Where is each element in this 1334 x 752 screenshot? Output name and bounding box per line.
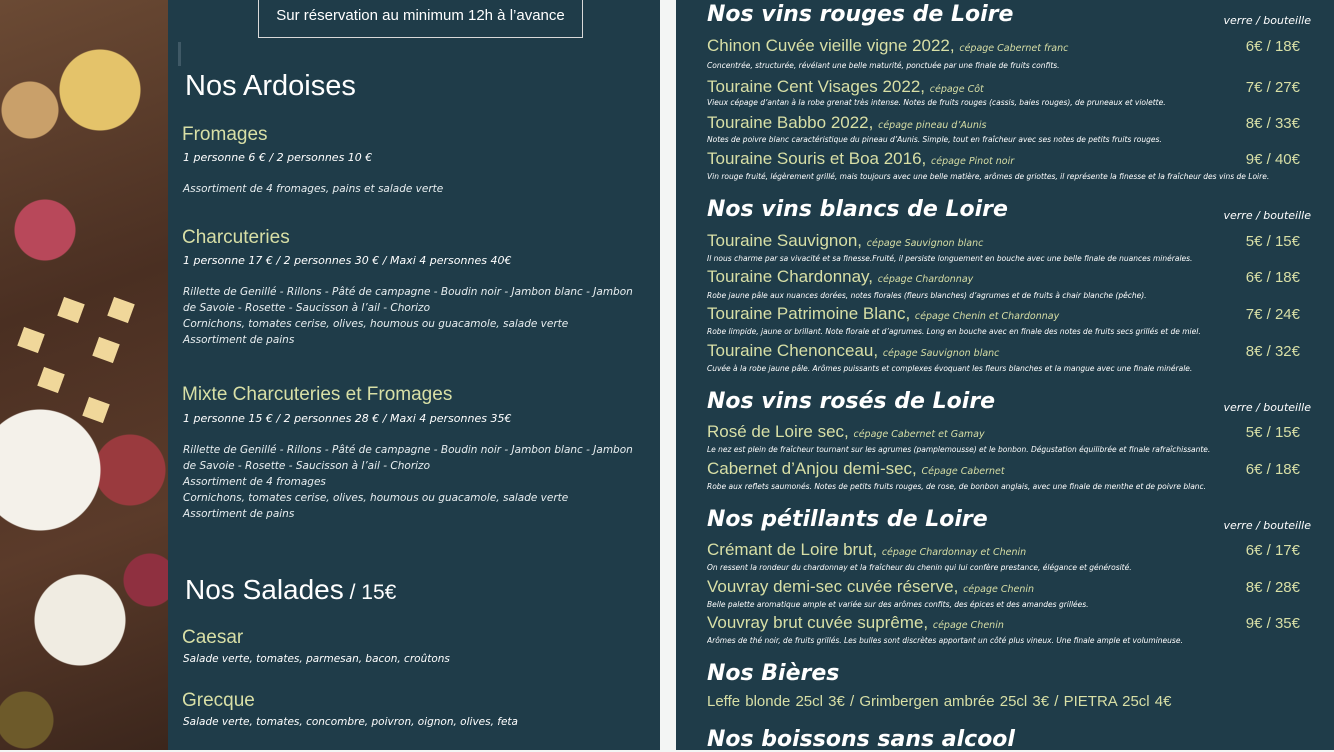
- charcuteries-desc: [183, 284, 643, 348]
- wine-price: 8€ / 33€: [1245, 115, 1300, 132]
- grecque-title: Grecque: [182, 690, 255, 711]
- sans-alcool-heading: Nos boissons sans alcool: [707, 727, 1015, 752]
- wine-name: [707, 267, 973, 287]
- rouges-heading: Nos vins rouges de Loire: [707, 2, 1014, 27]
- mixte-price: 1 personne 15 € / 2 personnes 28 € / Maxi 4 personnes 35€: [183, 412, 512, 425]
- grecque-desc: Salade verte, tomates, concombre, poivron, oignon, olives, feta: [183, 716, 518, 728]
- wine-cepage: cépage Chenin: [963, 584, 1035, 595]
- column-header: verre / bouteille: [1223, 209, 1311, 222]
- wine-title: Touraine Chenonceau,: [707, 341, 879, 360]
- wine-price: 8€ / 32€: [1245, 343, 1300, 360]
- desc-line: Rillette de Genillé - Rillons - Pâté de campagne - Boudin noir - Jambon blanc - Jambon: [183, 286, 633, 298]
- wine-price: 5€ / 15€: [1245, 233, 1300, 250]
- wine-cepage: cépage Chardonnay: [877, 274, 974, 285]
- food-menu-panel: [168, 0, 660, 750]
- wine-title: Touraine Patrimoine Blanc,: [707, 304, 911, 323]
- wine-price: 7€ / 27€: [1245, 79, 1300, 96]
- caesar-desc: Salade verte, tomates, parmesan, bacon, croûtons: [183, 653, 450, 665]
- salades-heading: [185, 574, 396, 606]
- wine-desc: Le nez est plein de fraîcheur tournant sur les agrumes (pamplemousse) et le bonbon. Dégustation équilibrée et finale rafraîchissante.: [707, 445, 1211, 454]
- wine-title: Vouvray brut cuvée suprême,: [707, 613, 929, 632]
- wine-desc: Robe jaune pâle aux nuances dorées, notes florales (fleurs blanches) d’agrumes et de fruits à chair blanche (pêche).: [707, 291, 1147, 300]
- wine-title: Touraine Souris et Boa 2016,: [707, 149, 927, 168]
- wine-price: 6€ / 18€: [1245, 461, 1300, 478]
- cheese-cube: [82, 397, 110, 423]
- wine-cepage: cépage Sauvignon blanc: [882, 348, 1000, 359]
- wine-cepage: cépage Pinot noir: [931, 156, 1015, 167]
- fromages-price: 1 personne 6 € / 2 personnes 10 €: [183, 151, 373, 164]
- wine-name: [707, 341, 999, 361]
- column-header: verre / bouteille: [1223, 519, 1311, 532]
- wine-cepage: cépage Cabernet franc: [959, 43, 1069, 54]
- wine-desc: On ressent la rondeur du chardonnay et la fraîcheur du chenin qui lui confère prestance, élégance et générosité.: [707, 563, 1132, 572]
- wine-title: Chinon Cuvée vieille vigne 2022,: [707, 36, 955, 55]
- wine-price: 6€ / 17€: [1245, 542, 1300, 559]
- wine-name: [707, 540, 1026, 560]
- wine-price: 6€ / 18€: [1245, 38, 1300, 55]
- column-header: verre / bouteille: [1223, 14, 1311, 27]
- column-header: verre / bouteille: [1223, 401, 1311, 414]
- wine-title: Rosé de Loire sec,: [707, 422, 849, 441]
- caesar-title: Caesar: [182, 627, 244, 648]
- wine-title: Cabernet d’Anjou demi-sec,: [707, 459, 917, 478]
- wine-price: 6€ / 18€: [1245, 269, 1300, 286]
- wine-cepage: cépage pineau d’Aunis: [878, 120, 987, 131]
- charcuterie-photo: [0, 0, 168, 750]
- wine-desc: Arômes de thé noir, de fruits grillés. Les bulles sont discrètes apportant un côté plus vineux. Une finale ample et volumineuse.: [707, 636, 1183, 645]
- bieres-list: Leffe blonde 25cl 3€ / Grimbergen ambrée 25cl 3€ / PIETRA 25cl 4€: [707, 693, 1172, 710]
- desc-line: de Savoie - Rosette - Saucisson à l’ail - Chorizo: [183, 302, 430, 314]
- wine-desc: Robe limpide, jaune or brillant. Note florale et d’agrumes. Long en bouche avec en finale des notes de fruits secs grillés et de miel.: [707, 327, 1201, 336]
- cheese-cube: [92, 337, 120, 363]
- wine-price: 9€ / 40€: [1245, 151, 1300, 168]
- blancs-heading: Nos vins blancs de Loire: [707, 197, 1008, 222]
- wine-name: [707, 77, 984, 97]
- wine-name: [707, 113, 987, 133]
- wine-cepage: cépage Chenin et Chardonnay: [914, 311, 1060, 322]
- wine-desc: Concentrée, structurée, révélant une belle maturité, ponctuée par une finale de fruits confits.: [707, 61, 1060, 70]
- desc-line: Rillette de Genillé - Rillons - Pâté de campagne - Boudin noir - Jambon blanc - Jambon: [183, 444, 633, 456]
- roses-heading: Nos vins rosés de Loire: [707, 389, 996, 414]
- wine-price: 7€ / 24€: [1245, 306, 1300, 323]
- wine-cepage: cépage Sauvignon blanc: [866, 238, 984, 249]
- petillants-heading: Nos pétillants de Loire: [707, 507, 988, 532]
- wine-price: 8€ / 28€: [1245, 579, 1300, 596]
- wine-price: 9€ / 35€: [1245, 615, 1300, 632]
- wine-title: Touraine Chardonnay,: [707, 267, 874, 286]
- desc-line: Assortiment de pains: [183, 334, 295, 346]
- wine-desc: Belle palette aromatique ample et variée sur des arômes confits, des épices et des amandes grillées.: [707, 600, 1089, 609]
- wine-desc: Cuvée à la robe jaune pâle. Arômes puissants et complexes évoquant les fleurs blanches et la mangue avec une finale minérale.: [707, 364, 1193, 373]
- cheese-cube: [57, 297, 85, 323]
- wine-title: Touraine Cent Visages 2022,: [707, 77, 926, 96]
- wine-desc: Vin rouge fruité, légèrement grillé, mais toujours avec une belle matière, arômes de griottes, il représente la finesse et la fraîcheur des vins de Loire.: [707, 172, 1270, 181]
- wine-menu-panel: [676, 0, 1334, 750]
- cheese-cube: [17, 327, 45, 353]
- wine-desc: Notes de poivre blanc caractéristique du pineau d’Aunis. Simple, tout en fraîcheur avec ses notes de petits fruits rouges.: [707, 135, 1162, 144]
- wine-name: [707, 304, 1059, 324]
- bieres-heading: Nos Bières: [707, 661, 840, 686]
- wine-name: [707, 149, 1014, 169]
- wine-desc: Robe aux reflets saumonés. Notes de petits fruits rouges, de rose, de bonbon anglais, avec une finale de menthe et de poivre blanc.: [707, 482, 1207, 491]
- wine-cepage: cépage Cabernet et Gamay: [853, 429, 985, 440]
- salades-price: / 15€: [343, 581, 397, 604]
- wine-name: [707, 577, 1034, 597]
- desc-line: Cornichons, tomates cerise, olives, houmous ou guacamole, salade verte: [183, 492, 569, 504]
- fromages-desc: Assortiment de 4 fromages, pains et salade verte: [183, 183, 444, 195]
- ardoises-heading: Nos Ardoises: [185, 70, 356, 102]
- mixte-title: Mixte Charcuteries et Fromages: [182, 384, 453, 405]
- fromages-title: Fromages: [182, 124, 268, 145]
- cheese-cube: [107, 297, 135, 323]
- wine-name: [707, 613, 1004, 633]
- wine-title: Touraine Sauvignon,: [707, 231, 863, 250]
- desc-line: Assortiment de 4 fromages: [183, 476, 326, 488]
- wine-title: Crémant de Loire brut,: [707, 540, 878, 559]
- desc-line: Assortiment de pains: [183, 508, 295, 520]
- wine-name: [707, 459, 1005, 479]
- divider: [178, 42, 181, 66]
- wine-name: [707, 36, 1068, 56]
- charcuteries-title: Charcuteries: [182, 227, 290, 248]
- cheese-cube: [37, 367, 65, 393]
- charcuteries-price: 1 personne 17 € / 2 personnes 30 € / Maxi 4 personnes 40€: [183, 254, 512, 267]
- wine-price: 5€ / 15€: [1245, 424, 1300, 441]
- wine-cepage: cépage Chardonnay et Chenin: [881, 547, 1027, 558]
- reservation-notice: Sur réservation au minimum 12h à l’avance: [258, 0, 583, 38]
- desc-line: Cornichons, tomates cerise, olives, houmous ou guacamole, salade verte: [183, 318, 569, 330]
- wine-cepage: cépage Côt: [929, 84, 984, 95]
- wine-desc: Vieux cépage d’antan à la robe grenat très intense. Notes de fruits rouges (cassis, baies rouges), de pruneaux et violette.: [707, 98, 1166, 107]
- page-gap: [660, 0, 676, 750]
- wine-name: [707, 231, 983, 251]
- wine-title: Touraine Babbo 2022,: [707, 113, 874, 132]
- desc-line: de Savoie - Rosette - Saucisson à l’ail - Chorizo: [183, 460, 430, 472]
- wine-cepage: Cépage Cabernet: [921, 466, 1005, 477]
- wine-title: Vouvray demi-sec cuvée réserve,: [707, 577, 959, 596]
- wine-desc: Il nous charme par sa vivacité et sa finesse.Fruité, il persiste longuement en bouche avec une belle finale de nuances minérales.: [707, 254, 1193, 263]
- wine-name: [707, 422, 985, 442]
- mixte-desc: [183, 442, 643, 522]
- salades-title: Nos Salades: [185, 574, 344, 605]
- wine-cepage: cépage Chenin: [932, 620, 1004, 631]
